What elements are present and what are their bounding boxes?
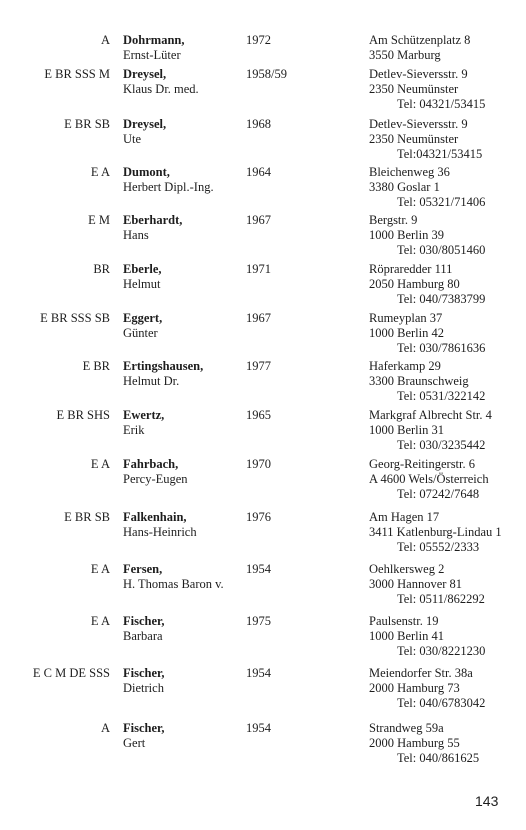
surname: Fischer, — [123, 721, 165, 735]
street: Röpraredder 111 — [369, 262, 453, 276]
entry-year: 1975 — [246, 614, 271, 628]
member-name — [123, 67, 199, 97]
street: Strandweg 59a — [369, 721, 444, 735]
membership-codes: E BR SHS — [56, 408, 110, 422]
given-name: Percy-Eugen — [123, 472, 188, 486]
surname: Dumont, — [123, 165, 170, 179]
given-name: Klaus Dr. med. — [123, 82, 199, 96]
given-name: Günter — [123, 326, 158, 340]
city: 1000 Berlin 39 — [369, 228, 444, 242]
telephone: Tel: 07242/7648 — [397, 487, 480, 501]
telephone: Tel: 05321/71406 — [397, 195, 486, 209]
membership-codes: E A — [90, 614, 110, 628]
membership-codes: E BR SSS M — [44, 67, 110, 81]
city: 2350 Neumünster — [369, 132, 459, 146]
telephone: Tel: 030/8221230 — [397, 644, 486, 658]
street: Markgraf Albrecht Str. 4 — [369, 408, 492, 422]
telephone: Tel: 0511/862292 — [397, 592, 485, 606]
city: 1000 Berlin 42 — [369, 326, 444, 340]
page-number: 143 — [475, 793, 499, 809]
city: A 4600 Wels/Österreich — [369, 472, 489, 486]
given-name: Ute — [123, 132, 142, 146]
address — [369, 213, 485, 258]
entry-year: 1971 — [246, 262, 271, 276]
telephone: Tel: 030/8051460 — [397, 243, 486, 257]
membership-codes: E BR SSS SB — [40, 311, 110, 325]
member-name — [123, 408, 164, 438]
given-name: Helmut — [123, 277, 161, 291]
street: Paulsenstr. 19 — [369, 614, 439, 628]
entry-year: 1954 — [246, 721, 271, 735]
membership-codes: E A — [90, 562, 110, 576]
address — [369, 457, 489, 502]
city: 3550 Marburg — [369, 48, 441, 62]
telephone: Tel: 040/7383799 — [397, 292, 486, 306]
surname: Fischer, — [123, 666, 165, 680]
given-name: Erik — [123, 423, 145, 437]
telephone: Tel: 04321/53415 — [397, 97, 486, 111]
surname: Fahrbach, — [123, 457, 179, 471]
member-name — [123, 33, 184, 63]
surname: Falkenhain, — [123, 510, 187, 524]
telephone: Tel:04321/53415 — [397, 147, 483, 161]
membership-codes: E BR SB — [64, 510, 110, 524]
member-name — [123, 666, 165, 696]
given-name: H. Thomas Baron v. — [123, 577, 224, 591]
member-name — [123, 262, 162, 292]
city: 2000 Hamburg 73 — [369, 681, 460, 695]
member-name — [123, 311, 162, 341]
entry-year: 1954 — [246, 666, 271, 680]
member-name — [123, 614, 165, 644]
entry-year: 1977 — [246, 359, 271, 373]
entry-year: 1965 — [246, 408, 271, 422]
given-name: Barbara — [123, 629, 163, 643]
city: 3000 Hannover 81 — [369, 577, 463, 591]
membership-codes: E BR SB — [64, 117, 110, 131]
city: 3380 Goslar 1 — [369, 180, 440, 194]
entry-year: 1970 — [246, 457, 271, 471]
address — [369, 262, 485, 307]
street: Bergstr. 9 — [369, 213, 418, 227]
given-name: Gert — [123, 736, 146, 750]
surname: Dreysel, — [123, 117, 167, 131]
street: Detlev-Sieversstr. 9 — [369, 117, 468, 131]
surname: Fersen, — [123, 562, 163, 576]
street: Georg-Reitingerstr. 6 — [369, 457, 475, 471]
address — [369, 614, 485, 659]
street: Haferkamp 29 — [369, 359, 441, 373]
member-name — [123, 721, 165, 751]
street: Rumeyplan 37 — [369, 311, 443, 325]
member-name — [123, 117, 166, 147]
telephone: Tel: 030/7861636 — [397, 341, 486, 355]
surname: Fischer, — [123, 614, 165, 628]
given-name: Dietrich — [123, 681, 164, 695]
telephone: Tel: 05552/2333 — [397, 540, 480, 554]
member-name — [123, 213, 182, 243]
member-name — [123, 562, 224, 592]
member-name — [123, 457, 188, 487]
membership-codes: E M — [88, 213, 110, 227]
address — [369, 311, 485, 356]
city: 3411 Katlenburg-Lindau 1 — [369, 525, 502, 539]
surname: Eberhardt, — [123, 213, 183, 227]
city: 2050 Hamburg 80 — [369, 277, 460, 291]
surname: Ewertz, — [123, 408, 165, 422]
city: 1000 Berlin 31 — [369, 423, 444, 437]
address — [369, 33, 470, 63]
address — [369, 562, 485, 607]
given-name: Ernst-Lüter — [123, 48, 181, 62]
street: Meiendorfer Str. 38a — [369, 666, 473, 680]
member-name — [123, 165, 214, 195]
entry-year: 1954 — [246, 562, 271, 576]
telephone: Tel: 040/6783042 — [397, 696, 486, 710]
member-name — [123, 359, 203, 389]
address — [369, 666, 485, 711]
city: 2000 Hamburg 55 — [369, 736, 460, 750]
address — [369, 408, 492, 453]
membership-codes: E C M DE SSS — [32, 666, 110, 680]
surname: Eggert, — [123, 311, 163, 325]
surname: Dreysel, — [123, 67, 167, 81]
address — [369, 721, 479, 766]
entry-year: 1964 — [246, 165, 271, 179]
surname: Eberle, — [123, 262, 162, 276]
entry-year: 1967 — [246, 213, 271, 227]
membership-codes: BR — [93, 262, 110, 276]
given-name: Hans-Heinrich — [123, 525, 197, 539]
address — [369, 117, 482, 162]
street: Bleichenweg 36 — [369, 165, 450, 179]
telephone: Tel: 030/3235442 — [397, 438, 486, 452]
given-name: Helmut Dr. — [123, 374, 180, 388]
city: 1000 Berlin 41 — [369, 629, 444, 643]
street: Detlev-Sieversstr. 9 — [369, 67, 468, 81]
surname: Ertingshausen, — [123, 359, 204, 373]
address — [369, 359, 485, 404]
membership-codes: E A — [90, 457, 110, 471]
address — [369, 67, 485, 112]
entry-year: 1976 — [246, 510, 271, 524]
member-name — [123, 510, 197, 540]
city: 2350 Neumünster — [369, 82, 459, 96]
entry-year: 1967 — [246, 311, 271, 325]
street: Am Schützenplatz 8 — [369, 33, 471, 47]
surname: Dohrmann, — [123, 33, 185, 47]
membership-codes: A — [100, 721, 110, 735]
address — [369, 510, 502, 555]
telephone: Tel: 0531/322142 — [397, 389, 486, 403]
membership-codes: E A — [90, 165, 110, 179]
street: Oehlkersweg 2 — [369, 562, 445, 576]
city: 3300 Braunschweig — [369, 374, 469, 388]
given-name: Hans — [123, 228, 149, 242]
address — [369, 165, 485, 210]
entry-year: 1968 — [246, 117, 271, 131]
membership-codes: A — [100, 33, 110, 47]
telephone: Tel: 040/861625 — [397, 751, 480, 765]
entry-year: 1972 — [246, 33, 271, 47]
given-name: Herbert Dipl.-Ing. — [123, 180, 214, 194]
street: Am Hagen 17 — [369, 510, 440, 524]
membership-codes: E BR — [82, 359, 110, 373]
entry-year: 1958/59 — [246, 67, 287, 81]
